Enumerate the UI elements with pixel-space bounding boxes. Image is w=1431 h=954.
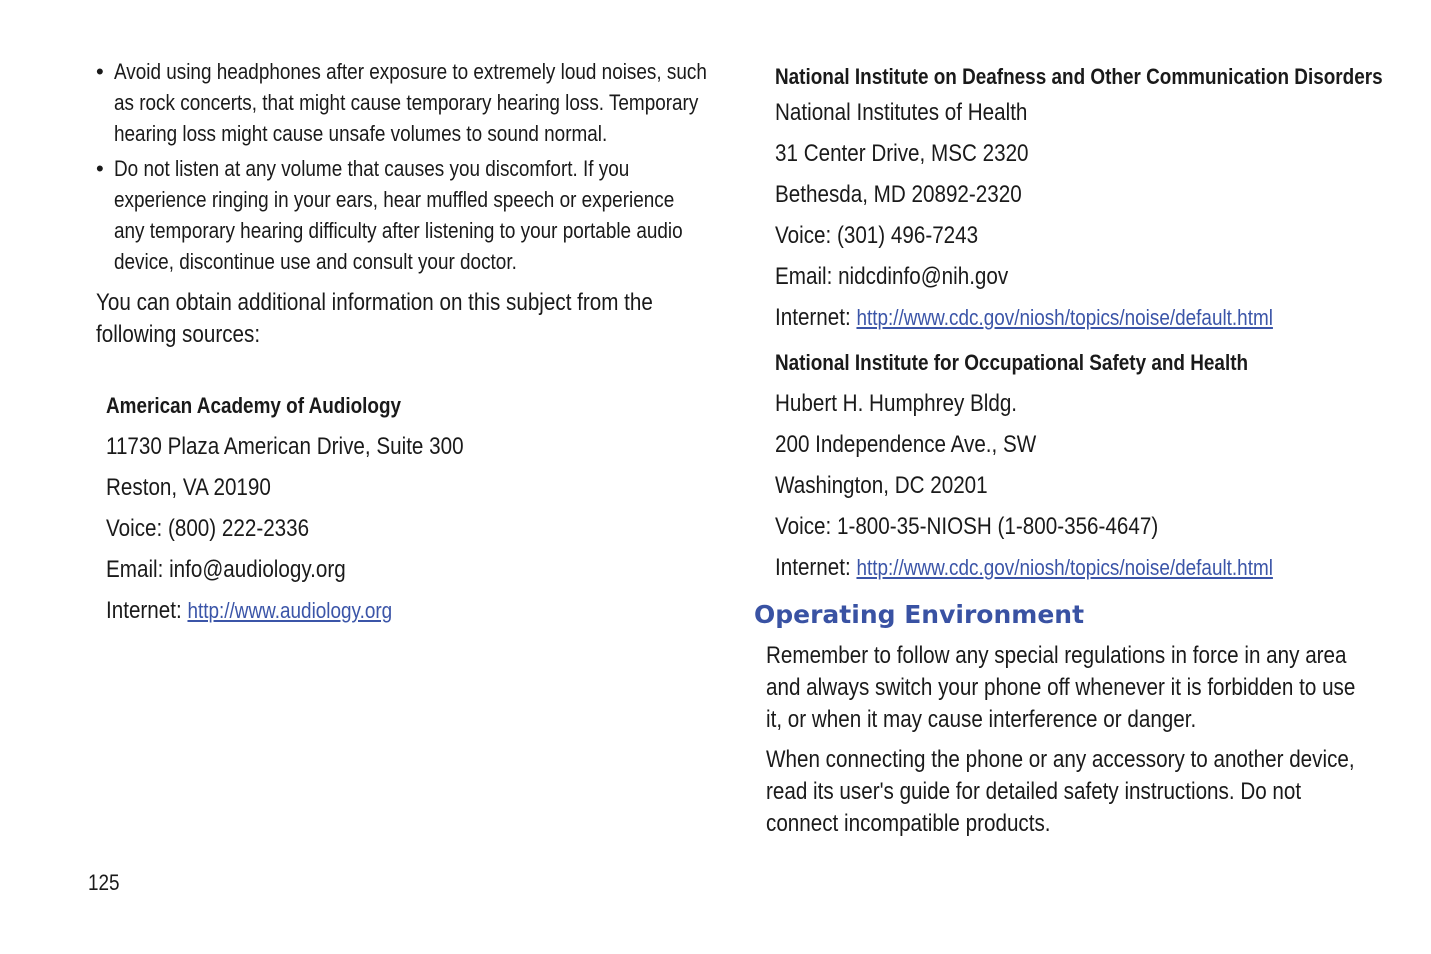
paragraph-line: When connecting the phone or any accessory to another device, xyxy=(766,746,1355,773)
operating-paragraph-2 xyxy=(754,744,1394,840)
source-niosh xyxy=(754,342,1394,588)
source-heading: American Academy of Audiology xyxy=(106,393,402,418)
paragraph-line: read its user's guide for detailed safety instructions. Do not xyxy=(766,778,1302,805)
left-column xyxy=(96,56,707,631)
intro-line: You can obtain additional information on this subject from the xyxy=(96,289,653,316)
bullet-item-volume xyxy=(96,153,696,277)
source-heading: National Institute for Occupational Safety and Health xyxy=(775,350,1249,375)
source-org-line: National Institutes of Health xyxy=(775,99,1028,126)
source-aaa xyxy=(96,385,696,631)
paragraph-line: it, or when it may cause interference or danger. xyxy=(766,706,1197,733)
paragraph-line: connect incompatible products. xyxy=(766,810,1051,837)
source-address-line: 31 Center Drive, MSC 2320 xyxy=(775,140,1029,167)
intro-paragraph xyxy=(96,287,696,351)
source-voice: Voice: (800) 222-2336 xyxy=(106,515,310,542)
operating-paragraph-1 xyxy=(754,640,1394,736)
bullet-dot-icon: • xyxy=(96,156,104,181)
source-internet-label: Internet: xyxy=(106,597,188,624)
source-internet-label: Internet: xyxy=(775,554,857,581)
bullet-line: experience ringing in your ears, hear muffled speech or experience xyxy=(114,187,675,212)
bullet-item-headphones xyxy=(96,56,707,149)
source-internet-link[interactable]: http://www.cdc.gov/niosh/topics/noise/default.html xyxy=(856,305,1273,330)
source-voice: Voice: (301) 496-7243 xyxy=(775,222,979,249)
source-city-line: Washington, DC 20201 xyxy=(775,472,988,499)
bullet-line: as rock concerts, that might cause temporary hearing loss. Temporary xyxy=(114,90,699,115)
source-address-line: 200 Independence Ave., SW xyxy=(775,431,1037,458)
source-city-line: Reston, VA 20190 xyxy=(106,474,271,501)
bullet-line: Avoid using headphones after exposure to extremely loud noises, such xyxy=(114,59,707,84)
source-heading: National Institute on Deafness and Other Communication Disorders xyxy=(775,64,1383,89)
source-address-line: 11730 Plaza American Drive, Suite 300 xyxy=(106,433,464,460)
source-internet-link[interactable]: http://www.audiology.org xyxy=(187,598,393,623)
bullet-dot-icon: • xyxy=(96,59,104,84)
source-org-line: Hubert H. Humphrey Bldg. xyxy=(775,390,1018,417)
paragraph-line: and always switch your phone off whenever it is forbidden to use xyxy=(766,674,1356,701)
source-internet-label: Internet: xyxy=(775,304,857,331)
source-email: Email: nidcdinfo@nih.gov xyxy=(775,263,1009,290)
source-internet-link[interactable]: http://www.cdc.gov/niosh/topics/noise/default.html xyxy=(856,555,1273,580)
source-email: Email: info@audiology.org xyxy=(106,556,346,583)
bullet-line: hearing loss might cause unsafe volumes to sound normal. xyxy=(114,121,608,146)
source-nidcd xyxy=(754,62,1394,338)
intro-line: following sources: xyxy=(96,321,261,348)
page-number: 125 xyxy=(88,870,120,895)
section-title-operating-environment: Operating Environment xyxy=(754,600,1085,629)
bullet-line: any temporary hearing difficulty after listening to your portable audio xyxy=(114,218,683,243)
source-voice: Voice: 1-800-35-NIOSH (1-800-356-4647) xyxy=(775,513,1159,540)
bullet-line: Do not listen at any volume that causes you discomfort. If you xyxy=(114,156,630,181)
bullet-line: device, discontinue use and consult your doctor. xyxy=(114,249,517,274)
right-column xyxy=(754,62,1394,840)
paragraph-line: Remember to follow any special regulations in force in any area xyxy=(766,642,1347,669)
source-city-line: Bethesda, MD 20892-2320 xyxy=(775,181,1022,208)
